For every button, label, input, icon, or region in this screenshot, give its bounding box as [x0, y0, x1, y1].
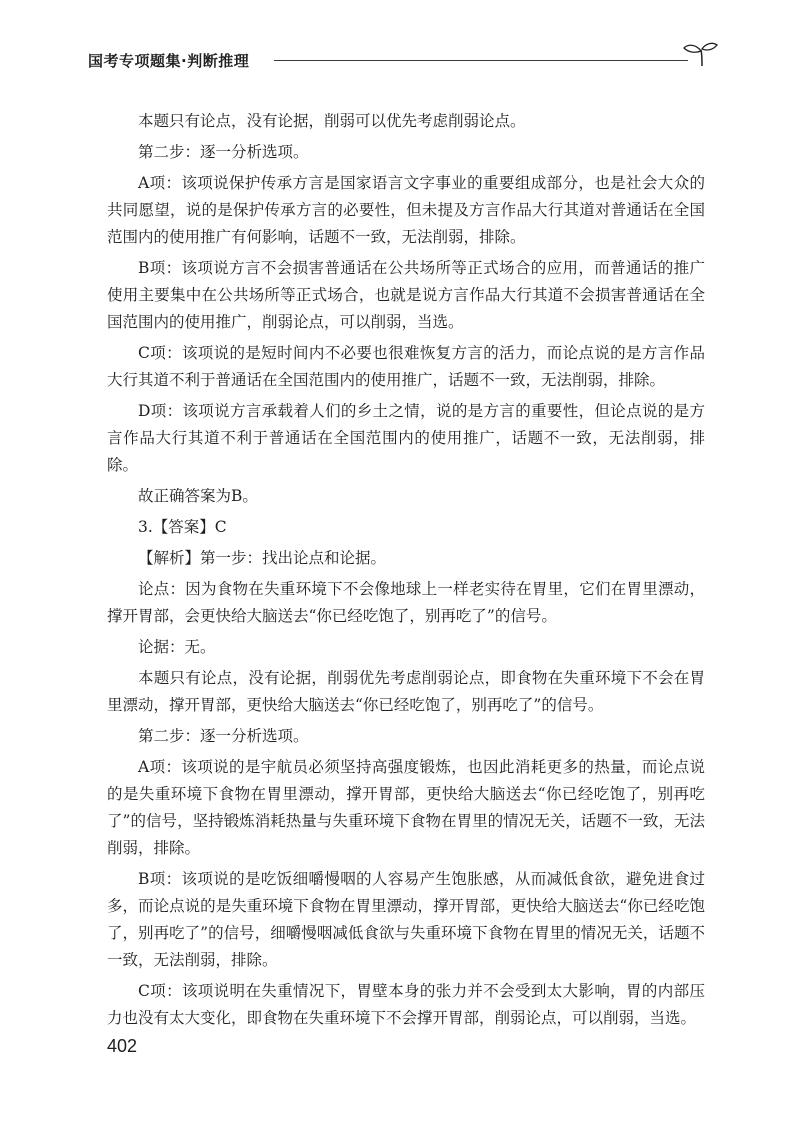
paragraph: 故正确答案为B。 [138, 487, 258, 505]
paragraph: 论点：因为食物在失重环境下不会像地球上一样老实待在胃里，它们在胃里漂动，撑开胃部，会更快给大脑送去“你已经吃饱了，别再吃了”的信号。 [107, 580, 705, 625]
header-rule [274, 60, 688, 61]
sprout-icon [680, 40, 720, 68]
body-text [107, 108, 705, 1036]
answer-heading: 3.【答案】C [138, 518, 227, 536]
paragraph: 本题只有论点，没有论据，削弱优先考虑削弱论点，即食物在失重环境下不会在胃里漂动，撑开胃部，更快给大脑送去“你已经吃饱了，别再吃了”的信号。 [107, 669, 705, 714]
paragraph: D项：该项说方言承载着人们的乡土之情，说的是方言的重要性，但论点说的是方言作品大行其道不利于普通话在全国范围内的使用推广，话题不一致，无法削弱，排除。 [107, 402, 705, 474]
page-header [88, 40, 728, 80]
running-title: 国考专项题集·判断推理 [88, 52, 250, 70]
paragraph: B项：该项说的是吃饭细嚼慢咽的人容易产生饱胀感，从而减低食欲，避免进食过多，而论点说的是失重环境下食物在胃里漂动，撑开胃部，更快给大脑送去“你已经吃饱了，别再吃了”的信号，细嚼慢咽减低食欲与失重环境下食物在胃里的情况无关，话题不一致，无法削弱，排除。 [107, 870, 705, 969]
paragraph: 本题只有论点，没有论据，削弱可以优先考虑削弱论点。 [138, 112, 526, 130]
page-number: 402 [107, 1036, 138, 1056]
paragraph: C项：该项说的是短时间内不必要也很难恢复方言的活力，而论点说的是方言作品大行其道不利于普通话在全国范围内的使用推广，话题不一致，无法削弱，排除。 [107, 344, 705, 389]
paragraph: 第二步：逐一分析选项。 [138, 143, 309, 161]
paragraph: C项：该项说明在失重情况下，胃壁本身的张力并不会受到太大影响，胃的内部压力也没有太大变化，即食物在失重环境下不会撑开胃部，削弱论点，可以削弱，当选。 [107, 982, 705, 1027]
analysis-heading: 【解析】第一步：找出论点和论据。 [138, 549, 387, 567]
paragraph: A项：该项说保护传承方言是国家语言文字事业的重要组成部分，也是社会大众的共同愿望，说的是保护传承方言的必要性，但未提及方言作品大行其道对普通话在全国范围内的使用推广有何影响，话题不一致，无法削弱，排除。 [107, 174, 705, 246]
paragraph: A项：该项说的是宇航员必须坚持高强度锻炼，也因此消耗更多的热量，而论点说的是失重环境下食物在胃里漂动，撑开胃部，更快给大脑送去“你已经吃饱了，别再吃了”的信号，坚持锻炼消耗热量与失重环境下食物在胃里的情况无关，话题不一致，无法削弱，排除。 [107, 758, 705, 857]
paragraph: B项：该项说方言不会损害普通话在公共场所等正式场合的应用，而普通话的推广使用主要集中在公共场所等正式场合，也就是说方言作品大行其道不会损害普通话在全国范围内的使用推广，削弱论点，可以削弱，当选。 [107, 259, 705, 331]
paragraph: 第二步：逐一分析选项。 [138, 727, 309, 745]
paragraph: 论据：无。 [138, 638, 216, 656]
